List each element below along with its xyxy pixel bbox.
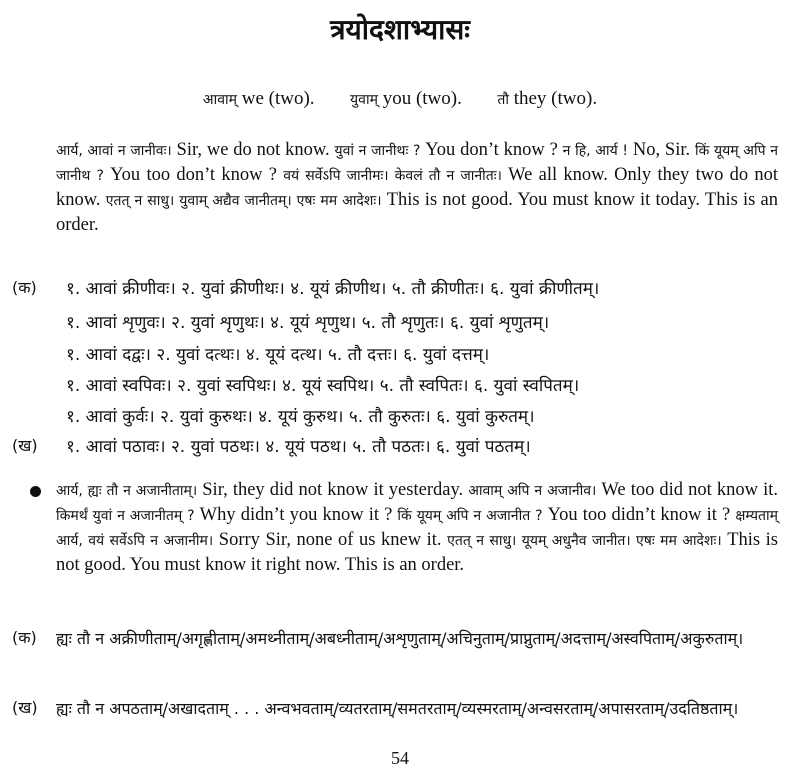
drill-text: १. आवां शृणुवः। २. युवां शृणुथः। ४. यूयं शृणुथ। ५. तौ शृणुतः। ६. युवां शृणुतम्।: [66, 313, 550, 333]
drill-text: १. आवां स्वपिवः। २. युवां स्वपिथः। ४. यूयं स्वपिथ। ५. तौ स्वपितः। ६. युवां स्वपितम्।: [66, 376, 580, 396]
para2-sanskrit: किमर्थं युवां न अजानीतम् ?: [56, 508, 195, 524]
para1-english: You don’t know ?: [420, 140, 563, 160]
pronoun-english-2: you (two).: [382, 88, 462, 109]
page-title: त्रयोदशाभ्यासः: [330, 13, 470, 46]
bullet-icon: [30, 486, 41, 497]
para2-sanskrit: आर्य, ह्यः तौ न अजानीताम्।: [56, 483, 198, 499]
drill-text: १. आवां पठावः। २. युवां पठथः। ४. यूयं पठथ। ५. तौ पठतः। ६. युवां पठतम्।: [66, 437, 531, 457]
pronoun-sanskrit-3: तौ: [497, 92, 509, 108]
drill-text: १. आवां दद्वः। २. युवां दत्थः। ४. यूयं दत्थ। ५. तौ दत्तः। ६. युवां दत्तम्।: [66, 345, 490, 365]
dialogue-paragraph-1: [56, 138, 778, 237]
para2-sanskrit: क्षम्यताम् आर्य, वयं सर्वेऽपि न अजानीम।: [56, 508, 778, 549]
dialogue-paragraph-2: [56, 478, 778, 577]
para2-sanskrit: किं यूयम् अपि न अजानीत ?: [397, 508, 543, 524]
para2-english: Sir, they did not know it yesterday.: [197, 480, 469, 500]
section-kha-text: ह्यः तौ न अपठताम्/अखादताम् . . . अन्वभवताम्/व्यतरताम्/समतरताम्/व्यस्मरताम्/अन्वसरताम्/अपासरताम्/उदतिष्ठताम्।: [56, 699, 739, 718]
para1-english: You too don’t know ?: [103, 165, 284, 185]
para1-english: No, Sir.: [628, 140, 695, 160]
para1-english: Sir, we do not know.: [171, 140, 335, 160]
section-label-ka: (क): [12, 628, 37, 647]
drill-text: १. आवां कुर्वः। २. युवां कुरुथः। ४. यूयं कुरुथ। ५. तौ कुरुतः। ६. युवां कुरुतम्।: [66, 407, 535, 427]
pronoun-english-1: we (two).: [241, 88, 315, 109]
para1-sanskrit: युवां न जानीथः ?: [334, 143, 421, 159]
section-ka-text: ह्यः तौ न अक्रीणीताम्/अगृह्णीताम्/अमथ्नीताम्/अबध्नीताम्/अशृणुताम्/अचिनुताम्/प्राप्नुताम्/अदत्ताम्/अस्वपिताम्/अकुरुताम्।: [56, 629, 744, 648]
pronoun-line: [0, 88, 800, 110]
section-label-ka: (क): [12, 278, 37, 297]
para1-english: This is not good. You must know it today. This is an order.: [56, 190, 778, 235]
para2-english: Sorry Sir, none of us knew it.: [213, 530, 448, 550]
para1-sanskrit: किं यूयम् अपि न जानीथ ?: [56, 143, 779, 184]
para1-english: We all know. Only they two do not know.: [56, 165, 779, 210]
para2-english: We too did not know it.: [596, 480, 778, 500]
pronoun-sanskrit-1: आवाम्: [202, 92, 237, 108]
section-label-kha: (ख): [12, 698, 38, 717]
section-label-kha: (ख): [12, 436, 38, 455]
para1-sanskrit: वयं सर्वेऽपि जानीमः। केवलं तौ न जानीतः।: [283, 168, 502, 184]
para2-sanskrit: आवाम् अपि न अजानीव।: [468, 483, 597, 499]
para2-sanskrit: एतत् न साधु। यूयम् अधुनैव जानीत। एषः मम आदेशः।: [447, 533, 722, 549]
para2-english: Why didn’t you know it ?: [194, 505, 398, 525]
para2-english: You too didn’t know it ?: [542, 505, 736, 525]
para1-sanskrit: आर्य, आवां न जानीवः।: [56, 143, 172, 159]
pronoun-english-3: they (two).: [513, 88, 598, 109]
pronoun-sanskrit-2: युवाम्: [350, 92, 378, 108]
drill-text: १. आवां क्रीणीवः। २. युवां क्रीणीथः। ४. यूयं क्रीणीथ। ५. तौ क्रीणीतः। ६. युवां क्रीणीतम्।: [66, 279, 600, 299]
para2-english: This is not good. You must know it right now. This is an order.: [56, 530, 778, 575]
page-number: 54: [391, 748, 409, 768]
para1-sanskrit: एतत् न साधु। युवाम् अद्यैव जानीतम्। एषः मम आदेशः।: [105, 193, 382, 209]
para1-sanskrit: न हि, आर्य !: [562, 143, 628, 159]
